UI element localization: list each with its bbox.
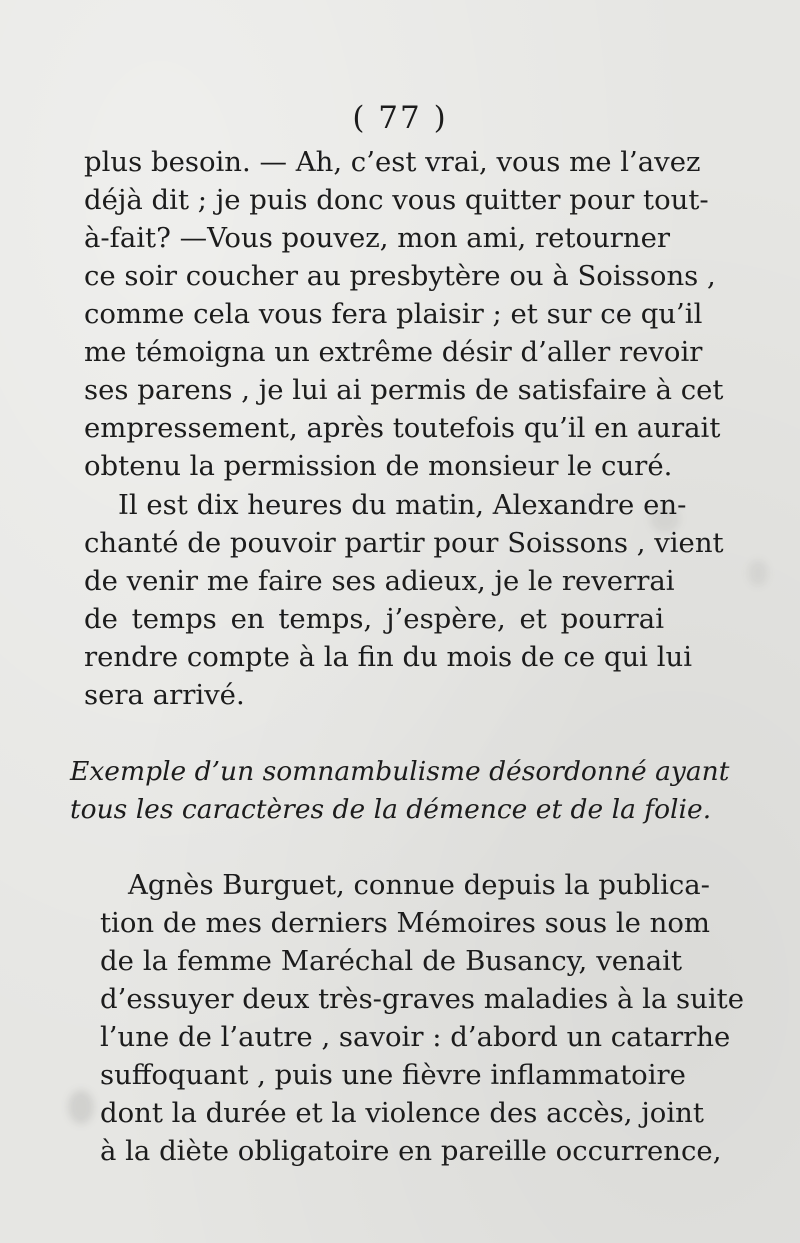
ink-smudge — [748, 560, 768, 586]
text-line: me témoigna un extrême désir d’aller revoir — [84, 336, 703, 368]
text-line: suffoquant , puis une fièvre inflammatoire — [100, 1059, 686, 1091]
section-heading: tous les caractères de la démence et de la folie. — [70, 794, 712, 825]
text-line: comme cela vous fera plaisir ; et sur ce qu’il — [84, 298, 703, 330]
text-line: déjà dit ; je puis donc vous quitter pour tout- — [84, 184, 709, 216]
text-line: ce soir coucher au presbytère ou à Soissons , — [84, 260, 716, 292]
text-line: rendre compte à la fin du mois de ce qui lui — [84, 641, 692, 673]
text-line: Agnès Burguet, connue depuis la publica- — [128, 869, 710, 901]
text-line: obtenu la permission de monsieur le curé. — [84, 450, 673, 482]
text-line: de venir me faire ses adieux, je le reverrai — [84, 565, 675, 597]
text-line: Il est dix heures du matin, Alexandre en- — [118, 489, 687, 521]
text-line: à la diète obligatoire en pareille occurrence, — [100, 1135, 722, 1167]
text-line: empressement, après toutefois qu’il en aurait — [84, 412, 721, 444]
text-line: de temps en temps, j’espère, et pourrai — [84, 603, 664, 635]
text-line: sera arrivé. — [84, 679, 245, 711]
page-number: ( 77 ) — [352, 100, 448, 136]
text-line: dont la durée et la violence des accès, joint — [100, 1097, 704, 1129]
text-line: l’une de l’autre , savoir : d’abord un catarrhe — [100, 1021, 731, 1053]
text-line: à-fait? —Vous pouvez, mon ami, retourner — [84, 222, 671, 254]
text-line: plus besoin. — Ah, c’est vrai, vous me l’avez — [84, 146, 701, 178]
ink-smudge — [68, 1090, 94, 1124]
text-line: chanté de pouvoir partir pour Soissons , vient — [84, 527, 724, 559]
text-line: tion de mes derniers Mémoires sous le nom — [100, 907, 711, 939]
text-line: de la femme Maréchal de Busancy, venait — [100, 945, 682, 977]
section-heading: Exemple d’un somnambulisme désordonné ayant — [70, 756, 730, 787]
text-line: ses parens , je lui ai permis de satisfaire à cet — [84, 374, 724, 406]
text-line: d’essuyer deux très-graves maladies à la suite — [100, 983, 744, 1015]
